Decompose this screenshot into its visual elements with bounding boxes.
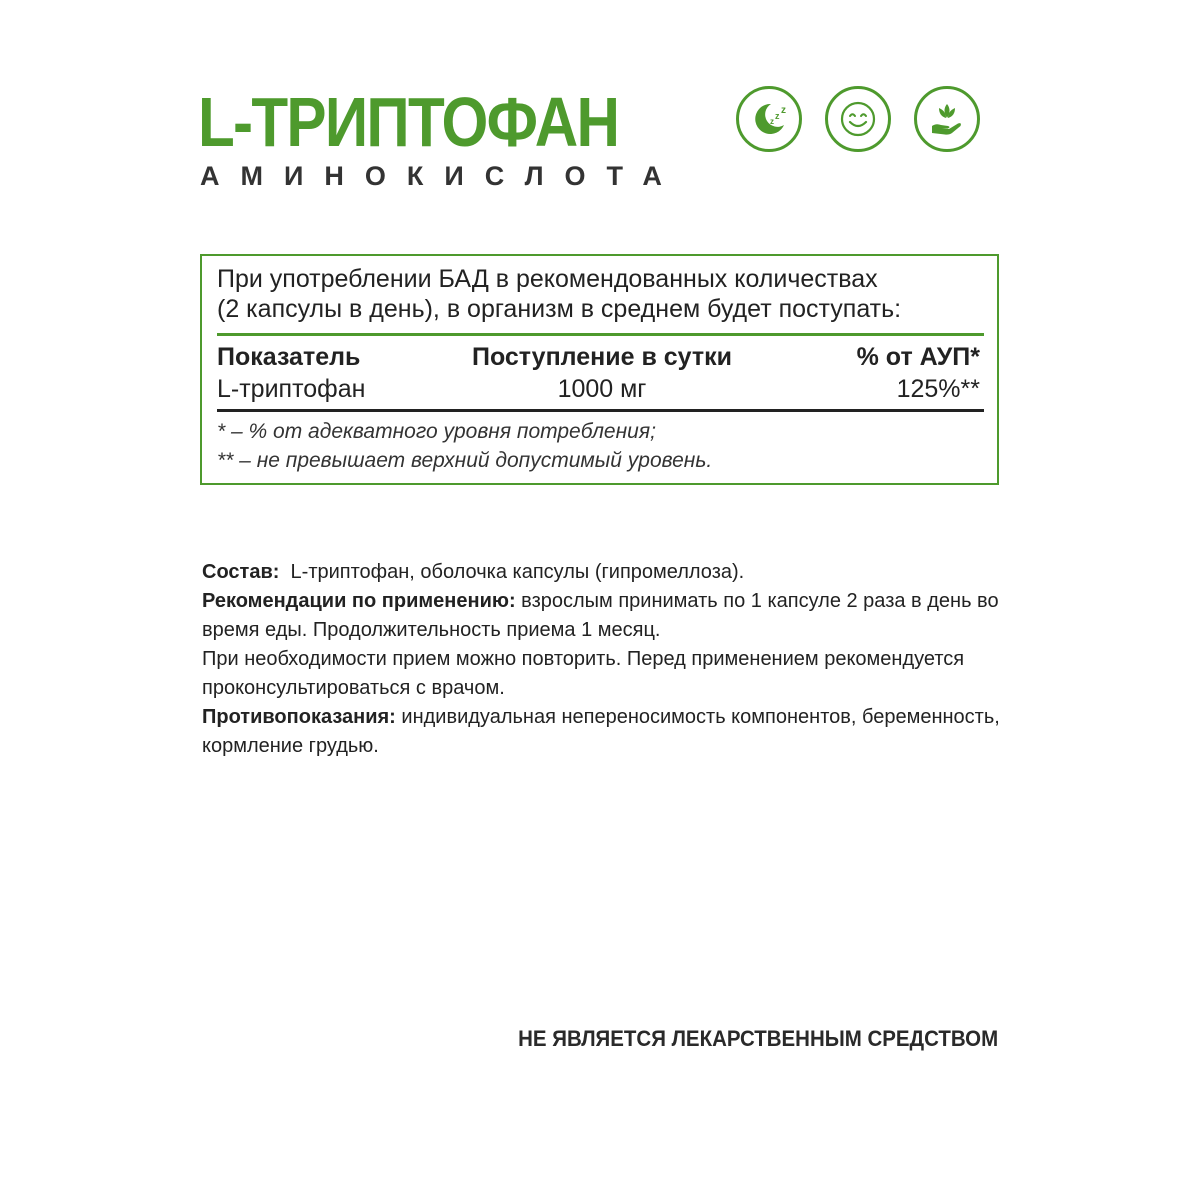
benefit-icons	[736, 86, 980, 152]
contraindications-paragraph	[202, 703, 1022, 761]
not-a-medicine-disclaimer: НЕ ЯВЛЯЕТСЯ ЛЕКАРСТВЕННЫМ СРЕДСТВОМ	[518, 1026, 998, 1051]
column-header-daily-intake: Поступление в сутки	[471, 343, 733, 371]
footnote-upper-limit: ** – не превышает верхний допустимый уровень.	[217, 449, 713, 472]
hand-lotus-icon	[914, 86, 980, 152]
column-header-indicator: Показатель	[217, 343, 361, 371]
svg-text:z: z	[770, 117, 774, 126]
smiley-face-icon	[825, 86, 891, 152]
recommendations-text: взрослым принимать по 1 капсуле 2 раза в день во время еды. Продолжительность приема 1 месяц.	[202, 590, 999, 641]
contraindications-text: индивидуальная непереносимость компонентов, беременность, кормление грудью.	[202, 706, 1000, 757]
recommendations-text-2: При необходимости прием можно повторить. Перед применением рекомендуется проконсультироваться с врачом.	[202, 648, 965, 699]
table-divider-top	[217, 333, 984, 336]
svg-text:z: z	[775, 111, 780, 121]
table-cell-percent: 125%**	[896, 375, 980, 403]
product-title: L-ТРИПТОФАН	[198, 83, 619, 161]
column-header-percent: % от АУП*	[856, 343, 980, 371]
composition-paragraph	[202, 558, 1022, 587]
composition-text: L-триптофан, оболочка капсулы (гипромеллоза).	[290, 561, 745, 583]
svg-text:z: z	[781, 105, 786, 116]
product-description	[202, 558, 1022, 761]
moon-sleep-icon	[736, 86, 802, 152]
table-cell-indicator: L-триптофан	[217, 375, 366, 403]
composition-label: Состав:	[202, 561, 280, 583]
table-cell-daily-intake: 1000 мг	[557, 375, 647, 403]
intake-intro: При употреблении БАД в рекомендованных количествах (2 капсулы в день), в организм в среднем будет поступать:	[217, 265, 902, 323]
recommendations-paragraph-2	[202, 645, 1022, 703]
recommendations-paragraph	[202, 587, 1022, 645]
recommendations-label: Рекомендации по применению:	[202, 590, 516, 612]
table-divider-bottom	[217, 409, 984, 412]
product-subtitle: АМИНОКИСЛОТА	[200, 161, 683, 191]
contraindications-label: Противопоказания:	[202, 706, 396, 728]
footnote-adequate-level: * – % от адекватного уровня потребления;	[217, 420, 656, 443]
nutrition-info-box	[200, 254, 999, 485]
